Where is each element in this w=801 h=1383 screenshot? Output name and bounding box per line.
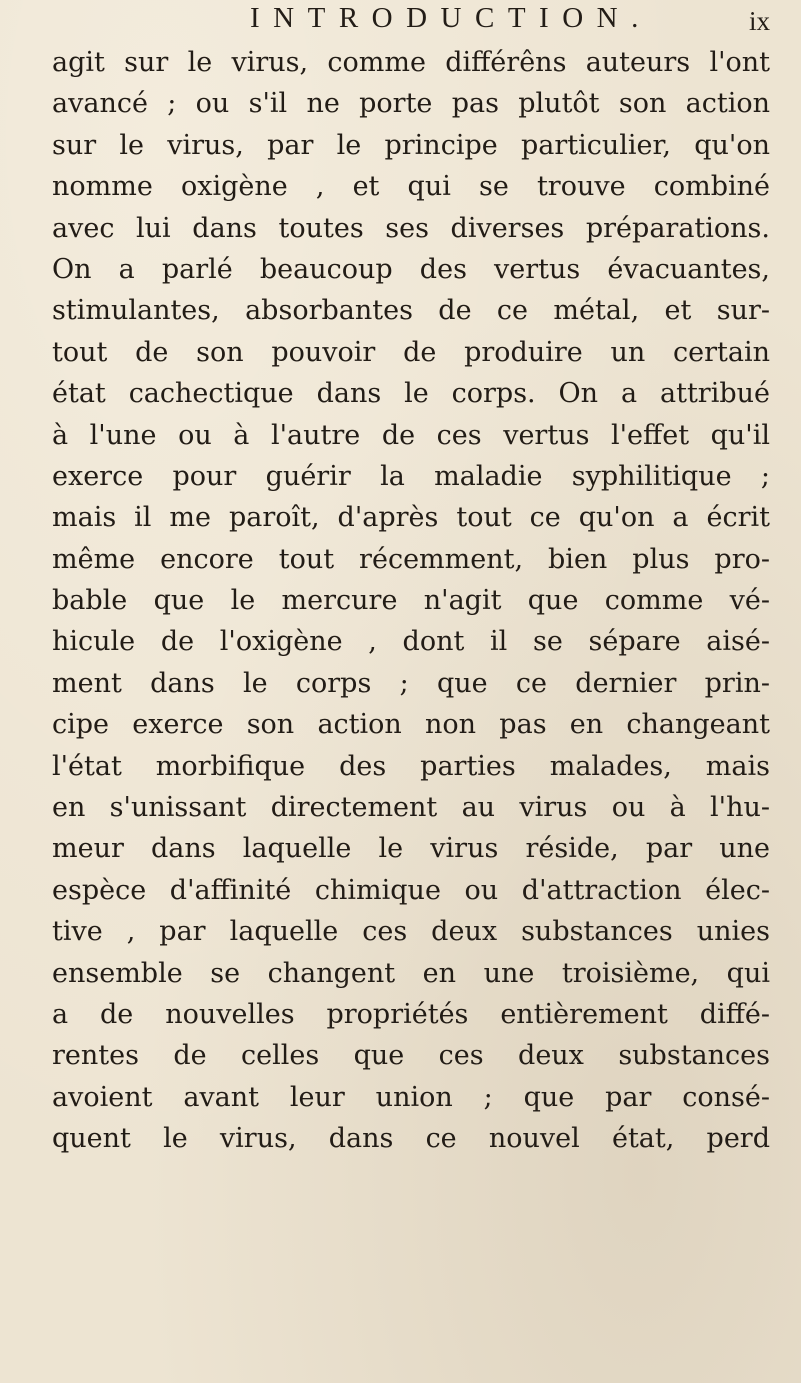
text-line: On a parlé beaucoup des vertus évacuantes, [52,253,770,285]
text-line: cipe exerce son action non pas en changeant [52,709,770,741]
running-title: INTRODUCTION. [250,2,652,34]
text-line: l'état morbifique des parties malades, mais [52,750,770,782]
text-line: bable que le mercure n'agit que comme vé- [52,585,770,617]
text-line: rentes de celles que ces deux substances [52,1040,770,1072]
running-head [250,2,770,46]
text-line: sur le virus, par le principe particulier, qu'on [52,129,770,161]
text-line: avec lui dans toutes ses diverses préparations. [52,212,770,244]
text-line: a de nouvelles propriétés entièrement diffé- [52,998,770,1030]
text-line: en s'unissant directement au virus ou à l'hu- [52,792,770,824]
text-line: ensemble se changent en une troisième, qui [52,957,770,989]
text-line: quent le virus, dans ce nouvel état, perd [52,1123,770,1155]
text-line: état cachectique dans le corps. On a attribué [52,378,770,410]
text-line: avancé ; ou s'il ne porte pas plutôt son action [52,88,770,120]
text-line: stimulantes, absorbantes de ce métal, et sur- [52,295,770,327]
text-line: tive , par laquelle ces deux substances unies [52,916,770,948]
text-line: ment dans le corps ; que ce dernier prin- [52,667,770,699]
text-line: tout de son pouvoir de produire un certain [52,336,770,368]
text-line: à l'une ou à l'autre de ces vertus l'effet qu'il [52,419,770,451]
body-text [52,42,770,1160]
page-number: ix [748,6,770,36]
text-line: mais il me paroît, d'après tout ce qu'on a écrit [52,502,770,534]
text-line: agit sur le virus, comme différêns auteurs l'ont [52,47,770,78]
text-line: nomme oxigène , et qui se trouve combiné [52,171,770,203]
text-line: espèce d'affinité chimique ou d'attraction élec- [52,874,770,906]
text-line: hicule de l'oxigène , dont il se sépare aisé- [52,626,770,658]
text-line: même encore tout récemment, bien plus pro- [52,543,770,575]
text-line: avoient avant leur union ; que par consé- [52,1081,770,1113]
text-line: exerce pour guérir la maladie syphilitique ; [52,460,770,492]
text-line: meur dans laquelle le virus réside, par une [52,833,770,865]
